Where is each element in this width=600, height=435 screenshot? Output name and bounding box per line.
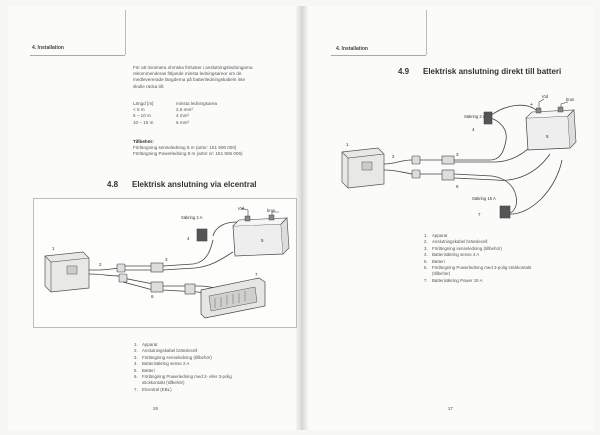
legend-number: 4. <box>424 252 428 258</box>
cable-area-table <box>133 101 293 126</box>
table-cell: 6 mm² <box>176 119 190 125</box>
legend-text: Apparat <box>432 233 448 238</box>
legend-text: Förlängning senseledning (tillbehör) <box>142 354 212 360</box>
intro-line: För att minimera ohmska förluster i anslutningsledningarna <box>133 65 253 70</box>
legend-number: 7. <box>134 386 138 392</box>
fuse-label-bottom: Säkring 15 A <box>472 196 496 201</box>
battery <box>233 215 289 256</box>
label-4: 4 <box>472 127 475 132</box>
label-1: 1 <box>346 142 349 147</box>
red-wire-label: röd <box>238 206 245 211</box>
legend-number: 2. <box>424 239 428 245</box>
section-number: 4.9 <box>398 67 410 76</box>
device-unit <box>342 148 384 188</box>
legend-number: 1. <box>134 342 138 347</box>
legend-number: 4. <box>134 361 138 367</box>
section-title: Elektrisk anslutning direkt till batteri <box>423 67 562 76</box>
legend-text: stickkontakt (tillbehör) <box>142 380 185 386</box>
legend-number: 5. <box>424 258 428 264</box>
right-page-header: 4. Installation <box>336 46 368 52</box>
intro-line: rekommenderas följande minsta ledningsareor om de <box>133 71 242 77</box>
table-cell: 2,5 mm² <box>176 107 193 113</box>
connectors <box>412 112 510 218</box>
left-header-rule <box>30 55 125 56</box>
red-wire-label: röd <box>542 94 549 99</box>
legend-text: Batteri <box>142 367 155 373</box>
legend-left <box>134 342 232 393</box>
table-header-length: Längd [m] <box>133 101 154 106</box>
brown-wire-label: brun <box>566 97 575 102</box>
legend-text: (tillbehör) <box>432 271 451 277</box>
legend-text: Anslutningskabel bränslecell <box>142 348 198 354</box>
legend-number: 6. <box>134 374 138 380</box>
fuse-label-top: Säkring 2 A <box>464 114 486 119</box>
page-number-right: 27 <box>448 406 454 411</box>
table-cell: 10 – 15 m <box>133 119 154 125</box>
label-6: 6 <box>151 294 154 299</box>
legend-right <box>424 233 531 284</box>
right-header-divider <box>426 10 427 55</box>
battery <box>526 107 576 150</box>
legend-number: 3. <box>134 354 138 360</box>
label-1: 1 <box>52 246 55 251</box>
legend-text: Batterisäkring Power 15 A <box>432 277 483 283</box>
wiring-diagram-elcentral <box>33 198 295 326</box>
section-title: Elektrisk anslutning via elcentral <box>132 180 257 189</box>
accessories-title: Tillbehör: <box>133 139 154 144</box>
legend-number: 7. <box>424 277 428 283</box>
legend-item <box>424 278 531 284</box>
accessory-item: Förlängning senseledning 8 m (artnr: 151 906 000) <box>133 145 237 151</box>
wiring-diagram-battery <box>330 90 592 225</box>
label-3: 3 <box>165 257 168 262</box>
legend-text: Batterisäkring sense 2 A <box>142 361 190 367</box>
section-number: 4.8 <box>107 180 119 189</box>
table-cell: < 5 m <box>133 107 145 113</box>
right-header-rule <box>331 55 426 56</box>
table-cell: 4 mm² <box>176 113 190 119</box>
label-5: 5 <box>261 238 264 243</box>
legend-number: 2. <box>134 348 138 354</box>
label-5: 5 <box>546 134 549 139</box>
left-header-divider <box>125 10 126 55</box>
legend-text: Batteri <box>432 258 445 264</box>
legend-number: 6. <box>424 265 428 271</box>
label-4: 4 <box>187 236 190 241</box>
accessory-item: Förlängning Powerledning 8 m (artnr nr: 151 906 006) <box>133 151 243 157</box>
left-page-header: 4. Installation <box>32 45 64 51</box>
label-7: 7 <box>478 212 481 217</box>
legend-text: Anslutningskabel bränslecell <box>432 239 488 245</box>
label-6: 6 <box>456 184 459 189</box>
page-number-left: 26 <box>153 406 159 411</box>
legend-text: Förlängning senseledning (tillbehör) <box>432 245 502 251</box>
legend-text: Apparat <box>142 342 158 347</box>
table-cell: 5 – 10 m <box>133 113 151 119</box>
label-3: 3 <box>456 152 459 157</box>
legend-text: Batterisäkring sense 2 A <box>432 252 480 258</box>
intro-line: medlevererade längderna på batteriledningskabeln inte <box>133 77 246 83</box>
plus-label: + <box>530 102 533 108</box>
legend-item <box>134 387 232 393</box>
intro-text <box>133 65 298 90</box>
legend-number: 3. <box>424 245 428 251</box>
legend-text: Förlängning Powerledning med 3-polig stickkontakt <box>432 265 532 271</box>
elcentral-panel <box>201 278 265 318</box>
table-header-area: minsta ledningsarea <box>176 101 218 106</box>
table-row <box>133 120 293 126</box>
device-unit <box>45 252 89 292</box>
label-2: 2 <box>392 154 395 159</box>
fuse-label: Säkring 2 A <box>181 215 203 220</box>
intro-line: skulle räcka till: <box>133 83 165 89</box>
legend-number: 1. <box>424 233 428 238</box>
brown-wire-label: brun <box>267 208 276 213</box>
legend-text: Förlängning Powerledning med 2- eller 3-polig <box>142 374 232 380</box>
legend-text: Elcentral (EBL) <box>142 386 172 392</box>
accessories-block <box>133 139 298 158</box>
label-2: 2 <box>99 262 102 267</box>
legend-number: 5. <box>134 367 138 373</box>
label-7: 7 <box>255 272 258 277</box>
